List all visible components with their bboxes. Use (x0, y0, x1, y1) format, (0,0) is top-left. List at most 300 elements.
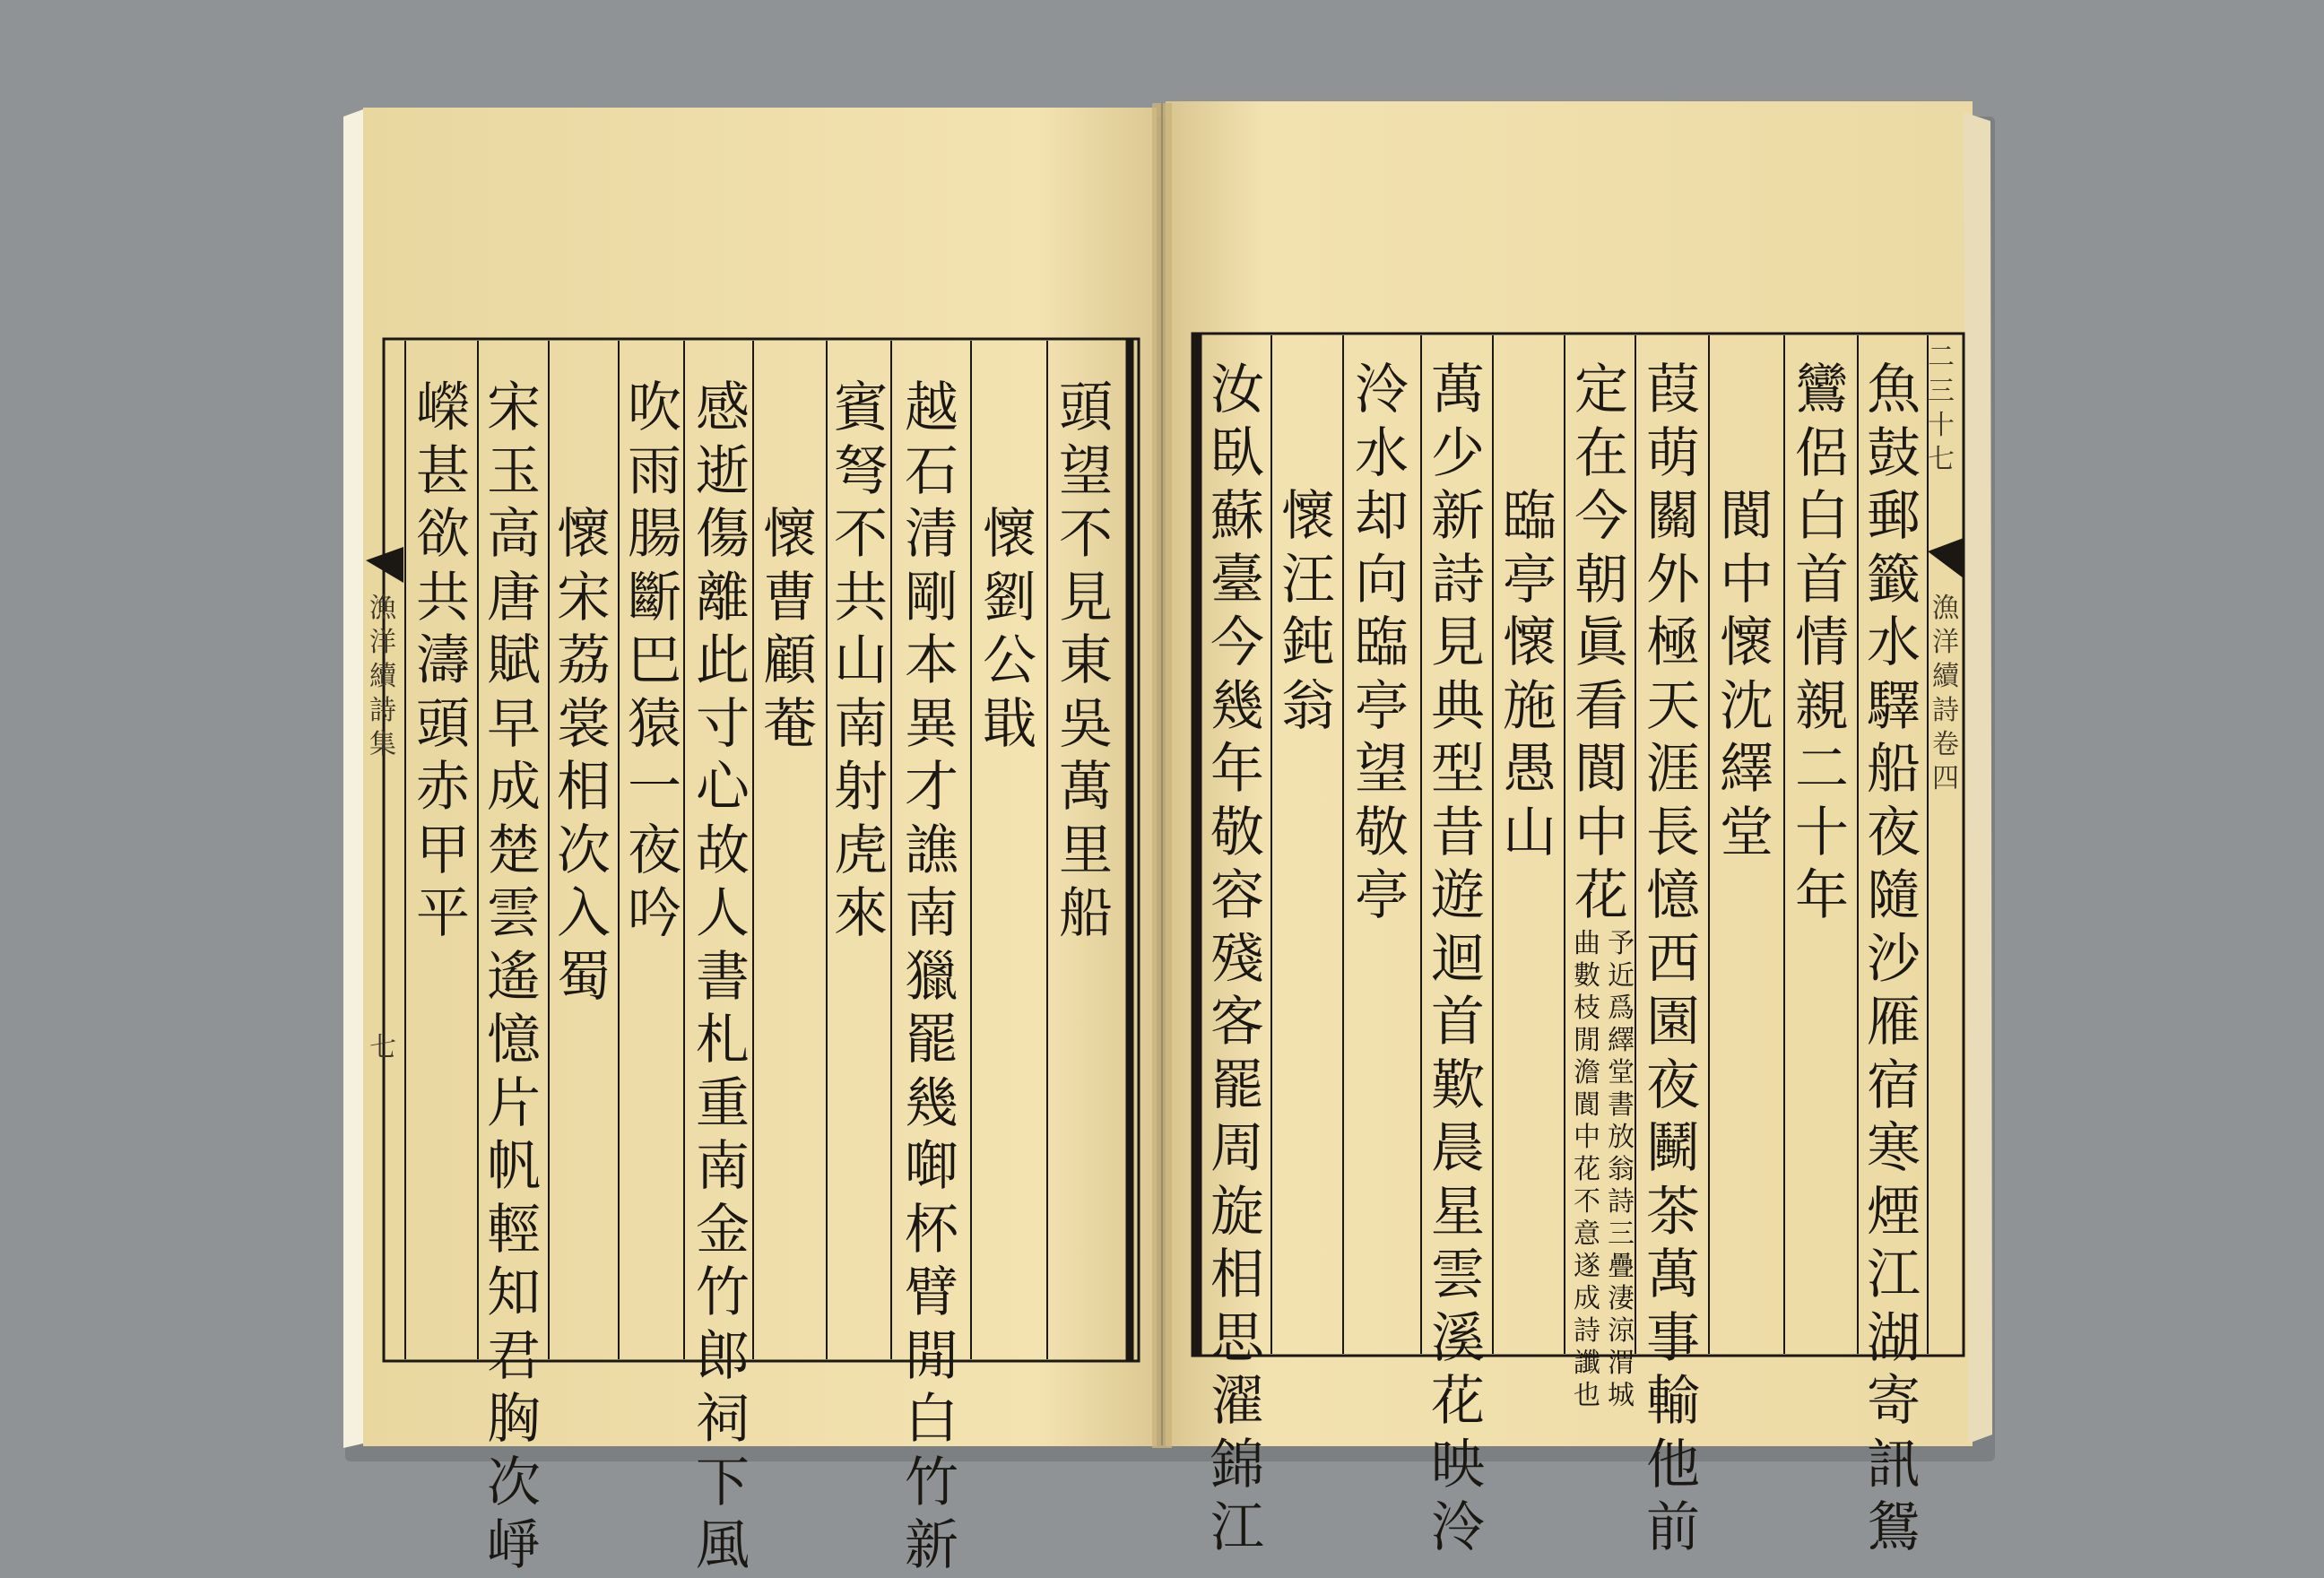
character: 詩 (1608, 1186, 1635, 1218)
character: 施 (1503, 674, 1557, 738)
character: 周 (1210, 1117, 1264, 1180)
character: 懷 (1720, 611, 1773, 674)
character: 宋 (487, 377, 541, 439)
character: 裳 (557, 692, 611, 756)
character: 首 (1431, 991, 1485, 1053)
character: 崢 (487, 1514, 541, 1577)
character: 却 (1355, 485, 1409, 548)
character: 甚 (416, 439, 470, 503)
character: 臺 (1210, 548, 1264, 611)
right-note-line-1 (1605, 928, 1637, 1412)
character: 向 (1355, 548, 1409, 611)
character: 頭 (1059, 377, 1113, 439)
character: 中 (1574, 1122, 1600, 1153)
character: 入 (557, 882, 611, 945)
right-column-3 (1714, 359, 1779, 864)
character: 甲 (416, 819, 470, 882)
right-note-line-2 (1571, 928, 1603, 1412)
indent-space (1714, 359, 1779, 422)
character: 事 (1646, 1306, 1700, 1370)
character: 幾 (1210, 674, 1264, 738)
character: 劉 (983, 566, 1036, 629)
character: 溪 (1431, 1306, 1485, 1370)
character: 濤 (416, 629, 470, 692)
character: 繹 (1720, 738, 1773, 801)
character: 情 (1795, 611, 1849, 674)
character: 天 (1646, 674, 1700, 738)
character: 斷 (628, 566, 681, 629)
character: 吟 (628, 882, 681, 945)
character: 啣 (905, 1135, 958, 1198)
character: 寸 (696, 692, 750, 756)
right-column-9 (1276, 359, 1340, 738)
character: 賓 (834, 377, 888, 439)
character: 沙 (1867, 927, 1921, 991)
indent-space (1497, 359, 1562, 422)
left-column-9 (481, 377, 546, 1578)
character: 來 (834, 882, 888, 945)
character: 罷 (905, 1009, 958, 1071)
right-column-1 (1861, 359, 1926, 1560)
character: 金 (696, 1198, 750, 1262)
character: 頭 (416, 692, 470, 756)
character: 敬 (1210, 801, 1264, 864)
character: 輕 (487, 1198, 541, 1262)
right-page-edge (1964, 112, 1992, 1444)
character: 杯 (905, 1198, 958, 1262)
character: 一 (628, 756, 681, 819)
left-column-5 (758, 377, 822, 756)
left-column-6 (690, 377, 755, 1578)
character: 成 (487, 756, 541, 819)
character: 重 (696, 1071, 750, 1135)
character: 竹 (905, 1451, 958, 1514)
character: 首 (1795, 548, 1849, 611)
character: 不 (1574, 1186, 1600, 1218)
character: 鼓 (1867, 421, 1921, 485)
character: 二 (1928, 342, 1955, 373)
character: 鈍 (1281, 611, 1335, 674)
character: 宋 (557, 566, 611, 629)
character: 君 (487, 1324, 541, 1388)
character: 遊 (1431, 864, 1485, 927)
character: 萌 (1646, 421, 1700, 485)
character: 近 (1608, 960, 1635, 992)
character: 帆 (487, 1135, 541, 1198)
character: 腸 (628, 503, 681, 566)
right-column-6 (1497, 359, 1562, 864)
character: 七 (1928, 444, 1955, 475)
character: 亭 (1355, 674, 1409, 738)
character: 鸞 (1795, 359, 1849, 421)
character: 船 (1059, 882, 1113, 945)
character: 江 (1867, 1244, 1921, 1306)
character: 二 (1795, 738, 1849, 801)
character: 中 (1720, 548, 1773, 611)
indent-space (551, 440, 616, 504)
left-column-2 (977, 377, 1042, 756)
character: 數 (1574, 960, 1600, 992)
character: 集 (369, 729, 396, 760)
character: 雲 (487, 882, 541, 945)
character: 亭 (1355, 864, 1409, 927)
character: 看 (1574, 674, 1628, 738)
character: 蘇 (1210, 485, 1264, 548)
character: 今 (1210, 611, 1264, 674)
character: 胸 (487, 1388, 541, 1451)
character: 今 (1574, 485, 1628, 548)
character: 嶸 (416, 377, 470, 439)
character: 閬 (1574, 738, 1628, 801)
character: 山 (834, 629, 888, 692)
character: 沈 (1720, 674, 1773, 738)
character: 侶 (1795, 421, 1849, 485)
character: 吹 (628, 377, 681, 439)
character: 雲 (1431, 1244, 1485, 1306)
character: 亭 (1503, 548, 1557, 611)
character: 玉 (487, 439, 541, 503)
character: 不 (834, 503, 888, 566)
character: 見 (1431, 611, 1485, 674)
character: 前 (1646, 1496, 1700, 1559)
character: 剛 (905, 566, 958, 629)
character: 共 (416, 566, 470, 629)
character: 才 (905, 756, 958, 819)
character: 戢 (983, 692, 1036, 756)
character: 親 (1795, 674, 1849, 738)
character: 高 (487, 503, 541, 566)
character: 山 (1503, 801, 1557, 864)
character: 萬 (1646, 1244, 1700, 1306)
character: 茶 (1646, 1180, 1700, 1244)
character: 淒 (1608, 1283, 1635, 1314)
character: 早 (487, 692, 541, 756)
character: 四 (1932, 763, 1959, 794)
character: 迴 (1431, 927, 1485, 991)
character: 水 (1355, 421, 1409, 485)
character: 臥 (1210, 421, 1264, 485)
character: 容 (1210, 864, 1264, 927)
character: 意 (1574, 1218, 1600, 1250)
character: 逝 (696, 439, 750, 503)
character: 遙 (487, 945, 541, 1009)
character: 錦 (1210, 1433, 1264, 1496)
character: 濯 (1210, 1370, 1264, 1433)
indent-space (977, 377, 1042, 440)
character: 旋 (1210, 1180, 1264, 1244)
character: 西 (1646, 927, 1700, 991)
character: 弩 (834, 439, 888, 503)
right-column-4 (1641, 359, 1705, 1560)
character: 魚 (1867, 359, 1921, 421)
character: 江 (1210, 1496, 1264, 1559)
character: 三 (1928, 376, 1955, 407)
character: 訊 (1867, 1433, 1921, 1496)
character: 泠 (1431, 1496, 1485, 1559)
character: 鬭 (1646, 1117, 1700, 1180)
character: 憶 (1646, 864, 1700, 927)
character: 繹 (1608, 1025, 1635, 1056)
character: 園 (1646, 991, 1700, 1053)
character: 七 (369, 1032, 396, 1063)
character: 知 (487, 1262, 541, 1324)
character: 定 (1574, 359, 1628, 421)
character: 湖 (1867, 1306, 1921, 1370)
character: 籤 (1867, 548, 1921, 611)
character: 寒 (1867, 1117, 1921, 1180)
character: 里 (1059, 819, 1113, 882)
left-page-edge (343, 109, 363, 1448)
character: 花 (1574, 864, 1628, 927)
left-column-8 (551, 377, 616, 1009)
character: 夜 (628, 819, 681, 882)
character: 片 (487, 1071, 541, 1135)
indent-space (1276, 422, 1340, 486)
character: 不 (1059, 503, 1113, 566)
character: 南 (696, 1135, 750, 1198)
character: 此 (696, 629, 750, 692)
character: 堂 (1608, 1057, 1635, 1088)
character: 郵 (1867, 485, 1921, 548)
character: 十 (1928, 410, 1955, 441)
character: 歎 (1431, 1053, 1485, 1117)
right-margin-page (1928, 341, 1955, 477)
character: 虎 (834, 819, 888, 882)
character: 晨 (1431, 1117, 1485, 1180)
character: 吳 (1059, 692, 1113, 756)
character: 書 (1608, 1089, 1635, 1121)
character: 思 (1210, 1306, 1264, 1370)
character: 楚 (487, 819, 541, 882)
character: 翁 (1281, 674, 1335, 738)
character: 幾 (905, 1071, 958, 1135)
character: 獵 (905, 945, 958, 1009)
character: 石 (905, 439, 958, 503)
character: 故 (696, 819, 750, 882)
character: 書 (696, 945, 750, 1009)
character: 汝 (1210, 359, 1264, 421)
character: 本 (905, 629, 958, 692)
character: 懷 (1503, 611, 1557, 674)
character: 涼 (1608, 1315, 1635, 1347)
character: 詩 (1431, 548, 1485, 611)
character: 詩 (1574, 1315, 1600, 1347)
right-margin-title (1932, 592, 1959, 796)
character: 風 (696, 1514, 750, 1577)
indent-space (977, 440, 1042, 504)
character: 洋 (1932, 627, 1959, 658)
left-margin-title (369, 592, 396, 762)
character: 夜 (1646, 1053, 1700, 1117)
character: 萬 (1431, 359, 1485, 421)
character: 映 (1431, 1433, 1485, 1496)
character: 詩 (1932, 695, 1959, 726)
character: 予 (1608, 928, 1635, 959)
indent-space (758, 440, 822, 504)
character: 罷 (1210, 1053, 1264, 1117)
character: 異 (905, 692, 958, 756)
character: 成 (1574, 1283, 1600, 1314)
character: 詩 (369, 695, 396, 726)
character: 郎 (696, 1324, 750, 1388)
character: 澹 (1574, 1057, 1600, 1088)
character: 極 (1646, 611, 1700, 674)
character: 望 (1355, 738, 1409, 801)
character: 漁 (369, 593, 396, 624)
character: 竹 (696, 1262, 750, 1324)
character: 臨 (1503, 485, 1557, 548)
character: 曹 (763, 566, 817, 629)
character: 懷 (1281, 485, 1335, 548)
character: 憶 (487, 1009, 541, 1071)
character: 水 (1867, 611, 1921, 674)
character: 萬 (1059, 756, 1113, 819)
character: 驛 (1867, 674, 1921, 738)
character: 十 (1795, 801, 1849, 864)
character: 涯 (1646, 738, 1700, 801)
character: 蜀 (557, 945, 611, 1009)
character: 赤 (416, 756, 470, 819)
character: 年 (1795, 864, 1849, 927)
character: 顧 (763, 629, 817, 692)
character: 公 (983, 629, 1036, 692)
character: 新 (1431, 485, 1485, 548)
character: 夜 (1867, 801, 1921, 864)
character: 巴 (628, 629, 681, 692)
character: 清 (905, 503, 958, 566)
character: 花 (1574, 1154, 1600, 1185)
character: 船 (1867, 738, 1921, 801)
character: 朝 (1574, 548, 1628, 611)
character: 鴛 (1867, 1496, 1921, 1559)
character: 三 (1608, 1218, 1635, 1250)
character: 在 (1574, 421, 1628, 485)
character: 次 (487, 1451, 541, 1514)
character: 心 (696, 756, 750, 819)
character: 相 (557, 756, 611, 819)
character: 外 (1646, 548, 1700, 611)
character: 臂 (905, 1262, 958, 1324)
character: 閒 (1574, 1025, 1600, 1056)
character: 菴 (763, 692, 817, 756)
character: 閬 (1720, 485, 1773, 548)
character: 南 (834, 692, 888, 756)
character: 爲 (1608, 993, 1635, 1024)
character: 客 (1210, 991, 1264, 1053)
character: 荔 (557, 629, 611, 692)
character: 遂 (1574, 1251, 1600, 1282)
character: 輸 (1646, 1370, 1700, 1433)
character: 年 (1210, 738, 1264, 801)
character: 傷 (696, 503, 750, 566)
character: 南 (905, 882, 958, 945)
character: 他 (1646, 1433, 1700, 1496)
character: 續 (1932, 661, 1959, 692)
character: 宿 (1867, 1053, 1921, 1117)
indent-space (551, 377, 616, 440)
character: 欲 (416, 503, 470, 566)
character: 煙 (1867, 1180, 1921, 1244)
indent-space (758, 377, 822, 440)
character: 中 (1574, 801, 1628, 864)
right-column-7 (1426, 359, 1490, 1560)
character: 少 (1431, 421, 1485, 485)
character: 離 (696, 566, 750, 629)
character: 白 (1795, 485, 1849, 548)
character: 漁 (1932, 593, 1959, 624)
character: 眞 (1574, 611, 1628, 674)
character: 長 (1646, 801, 1700, 864)
left-column-10 (411, 377, 475, 946)
character: 昔 (1431, 801, 1485, 864)
character: 星 (1431, 1180, 1485, 1244)
character: 祠 (696, 1388, 750, 1451)
character: 隨 (1867, 864, 1921, 927)
character: 唐 (487, 566, 541, 629)
character: 閬 (1574, 1089, 1600, 1121)
character: 讖 (1574, 1348, 1600, 1379)
indent-space (1276, 359, 1340, 422)
character: 疊 (1608, 1251, 1635, 1282)
character: 臨 (1355, 611, 1409, 674)
character: 白 (905, 1388, 958, 1451)
character: 新 (905, 1514, 958, 1577)
character: 見 (1059, 566, 1113, 629)
character: 泠 (1355, 359, 1409, 421)
left-column-3 (899, 377, 964, 1578)
character: 懷 (763, 503, 817, 566)
character: 敬 (1355, 801, 1409, 864)
character: 次 (557, 819, 611, 882)
character: 猿 (628, 692, 681, 756)
character: 懷 (983, 503, 1036, 566)
left-margin-page (369, 1031, 396, 1065)
character: 寄 (1867, 1370, 1921, 1433)
character: 愚 (1503, 738, 1557, 801)
character: 也 (1574, 1380, 1600, 1411)
character: 殘 (1210, 927, 1264, 991)
character: 東 (1059, 629, 1113, 692)
character: 續 (369, 661, 396, 692)
character: 譙 (905, 819, 958, 882)
character: 卷 (1932, 729, 1959, 760)
character: 堂 (1720, 801, 1773, 864)
character: 望 (1059, 439, 1113, 503)
character: 型 (1431, 738, 1485, 801)
character: 曲 (1574, 928, 1600, 959)
character: 札 (696, 1009, 750, 1071)
indent-space (1497, 422, 1562, 486)
character: 葭 (1646, 359, 1700, 421)
character: 城 (1608, 1380, 1635, 1411)
character: 雁 (1867, 991, 1921, 1053)
character: 花 (1431, 1370, 1485, 1433)
character: 射 (834, 756, 888, 819)
character: 共 (834, 566, 888, 629)
character: 渭 (1608, 1348, 1635, 1379)
character: 相 (1210, 1244, 1264, 1306)
character: 感 (696, 377, 750, 439)
character: 枝 (1574, 993, 1600, 1024)
character: 放 (1608, 1122, 1635, 1153)
character: 平 (416, 882, 470, 945)
character: 越 (905, 377, 958, 439)
character: 洋 (369, 627, 396, 658)
character: 雨 (628, 439, 681, 503)
indent-space (1714, 422, 1779, 486)
character: 典 (1431, 674, 1485, 738)
character: 閒 (905, 1324, 958, 1388)
